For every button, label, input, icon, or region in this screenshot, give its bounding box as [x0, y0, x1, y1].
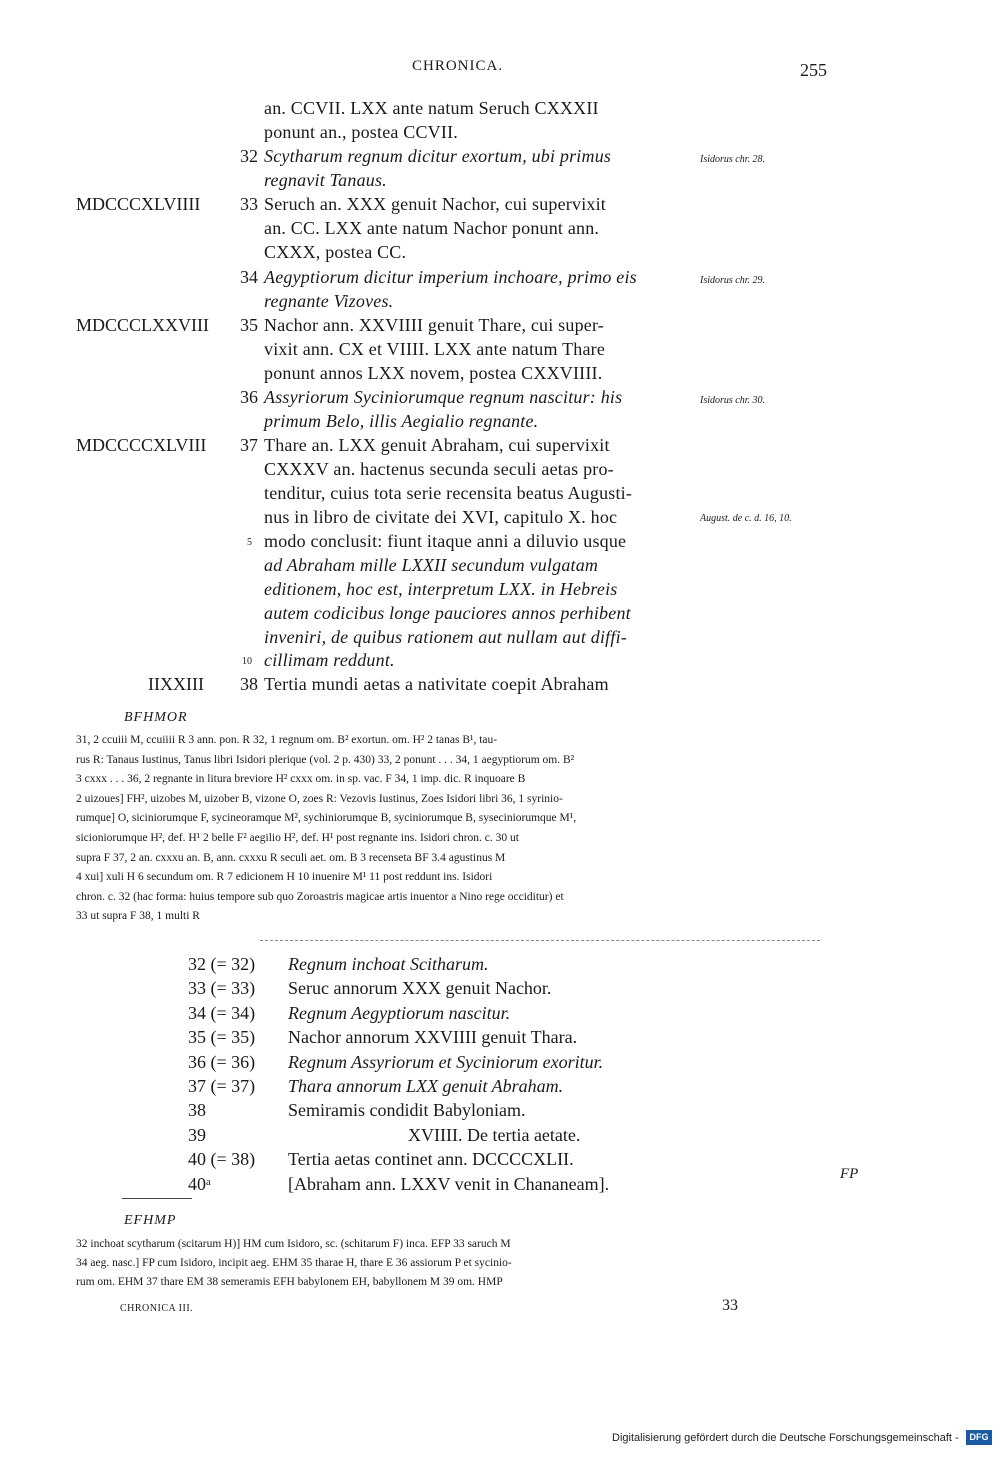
text-line: Seruch an. XXX genuit Nachor, cui supervixit — [264, 194, 606, 214]
apparatus-line: 33 ut supra F 38, 1 multi R — [76, 910, 200, 923]
list-item — [188, 1174, 609, 1195]
margin-reference: August. de c. d. 16, 10. — [700, 513, 792, 524]
list-item — [188, 954, 488, 975]
dfg-logo: DFG — [966, 1430, 992, 1445]
text-line: editionem, hoc est, interpretum LXX. in Hebreis — [264, 579, 618, 599]
text-line: an. CC. LXX ante natum Nachor ponunt ann. — [264, 218, 600, 238]
apparatus-line: 31, 2 ccuiii M, ccuiiii R 3 ann. pon. R 32, 1 regnum om. B² exortun. om. H² 2 tanas B¹, tau- — [76, 734, 498, 746]
year-marker: MDCCCXLVIIII — [76, 194, 201, 214]
apparatus-line: 3 cxxx . . . 36, 2 regnante in litura breviore H² cxxx om. in sp. vac. F 34, 1 imp. dic. R inquoare B — [76, 773, 526, 786]
apparatus-line: rumque] O, siciniorumque F, sycineoramque M², sychiniorumque B, syciniorumque B, syseciniorumque M¹, — [76, 812, 577, 825]
list-item-text: XVIIII. De tertia aetate. — [408, 1124, 581, 1145]
text-line: Scytharum regnum dicitur exortum, ubi primus — [264, 146, 612, 166]
apparatus-sigla: EFHMP — [124, 1213, 177, 1228]
line-number: 5 — [247, 537, 252, 548]
list-item-number: 32 (= 32) — [188, 954, 256, 974]
text-line: ponunt an., postea CCVII. — [264, 122, 458, 142]
apparatus-line: supra F 37, 2 an. cxxxu an. B, ann. cxxxu R seculi aet. om. B 3 recenseta BF 3.4 agustinus M — [76, 851, 506, 864]
entry-number: 33 — [240, 194, 258, 214]
text-line: tenditur, cuius tota serie recensita beatus Augusti- — [264, 483, 633, 503]
list-item-number: 38 — [188, 1100, 206, 1121]
text-line: CXXXV an. hactenus secunda seculi aetas pro- — [264, 459, 614, 479]
apparatus-line: 34 aeg. nasc.] FP cum Isidoro, incipit aeg. EHM 35 tharae H, thare E 36 assiorum P et sycinio- — [76, 1257, 512, 1269]
list-item — [188, 1125, 580, 1146]
entry-number: 36 — [240, 387, 258, 407]
list-item-text: Nachor annorum XXVIIII genuit Thara. — [288, 1027, 578, 1048]
text-line: CXXX, postea CC. — [264, 242, 407, 262]
running-head: CHRONICA. — [412, 58, 504, 74]
divider — [122, 1198, 192, 1199]
text-line: ad Abraham mille LXXII secundum vulgatam — [264, 555, 599, 575]
list-item — [188, 978, 551, 999]
entry-number: 34 — [240, 267, 258, 287]
text-line: Aegyptiorum dicitur imperium inchoare, primo eis — [264, 267, 637, 287]
list-item-text: Seruc annorum XXX genuit Nachor. — [288, 978, 552, 999]
apparatus-line: chron. c. 32 (hac forma: huius tempore sub quo Zoroastris magicae artis inuentor a Nino rege occiditur) et — [76, 890, 564, 903]
text-line: an. CCVII. LXX ante natum Seruch CXXXII — [264, 98, 599, 118]
text-line: Nachor ann. XXVIIII genuit Thare, cui super- — [264, 315, 604, 335]
margin-reference: Isidorus chr. 29. — [700, 275, 766, 286]
text-segment: modo conclusit: fiunt itaque anni a diluvio usque — [264, 531, 627, 551]
entry-number: 35 — [240, 315, 258, 335]
margin-reference: Isidorus chr. 28. — [700, 154, 766, 165]
entry-number: 32 — [240, 146, 258, 166]
list-item-text: Tertia aetas continet ann. DCCCCXLII. — [288, 1149, 574, 1170]
apparatus-line: 4 xui] xuli H 6 secundum om. R 7 edicionem H 10 inuenire M¹ 11 post reddunt ins. Isidori — [76, 871, 493, 884]
apparatus-line: 32 inchoat scytharum (scitarum H)] HM cum Isidoro, sc. (schitarum F) inca. EFP 33 saruch M — [76, 1238, 511, 1250]
divider — [260, 940, 820, 941]
list-item — [188, 1100, 525, 1121]
list-item-text: Regnum Assyriorum et Syciniorum exoritur. — [288, 1051, 604, 1072]
list-item-number: 34 (= 34) — [188, 1002, 256, 1023]
text-line: nus in libro de civitate dei XVI, capitulo X. hoc — [264, 507, 618, 527]
list-item-number: 35 (= 35) — [188, 1027, 256, 1048]
list-item-number: 39 — [188, 1124, 206, 1145]
list-item — [188, 1149, 574, 1170]
signature-number: 33 — [722, 1297, 738, 1314]
signature-mark: CHRONICA III. — [120, 1303, 194, 1314]
list-item-text: Regnum Aegyptiorum nascitur. — [288, 1002, 511, 1023]
text-line: regnante Vizoves. — [264, 291, 394, 311]
list-item-text: Thara annorum LXX genuit Abraham. — [288, 1076, 564, 1096]
list-item — [188, 1052, 603, 1073]
list-item-text: Regnum inchoat Scitharum. — [288, 954, 489, 974]
line-number: 10 — [242, 656, 252, 667]
year-marker: MDCCCCXLVIII — [76, 435, 207, 455]
list-item-number: 40 (= 38) — [188, 1149, 256, 1170]
year-marker: MDCCCLXXVIII — [76, 315, 209, 335]
list-item-number: 40ᵃ — [188, 1173, 211, 1194]
text-line: Assyriorum Syciniorumque regnum nascitur: his — [264, 387, 623, 407]
list-item — [188, 1076, 563, 1097]
margin-reference: Isidorus chr. 30. — [700, 395, 766, 406]
text-line: ponunt annos LXX novem, postea CXXVIIII. — [264, 363, 603, 383]
page-number: 255 — [800, 60, 827, 80]
text-line: Thare an. LXX genuit Abraham, cui supervixit — [264, 435, 610, 455]
text-line — [264, 531, 626, 552]
apparatus-line: rum om. EHM 37 thare EM 38 semeramis EFH babylonem EH, babyllonem M 39 om. HMP — [76, 1276, 503, 1288]
text-line: Tertia mundi aetas a nativitate coepit Abraham — [264, 674, 609, 694]
list-item-number: 33 (= 33) — [188, 978, 256, 999]
text-line: primum Belo, illis Aegialio regnante. — [264, 411, 539, 431]
list-item — [188, 1003, 510, 1024]
list-item-number: 36 (= 36) — [188, 1051, 256, 1072]
apparatus-line: 2 uizoues] FH², uizobes M, uizober B, vizone O, zoes R: Vezovis Iustinus, Zoes Isidori libri 36, 1 syrinio- — [76, 792, 563, 805]
text-line: regnavit Tanaus. — [264, 170, 387, 190]
digitization-credit: Digitalisierung gefördert durch die Deutsche Forschungsgemeinschaft - — [612, 1432, 959, 1444]
siglum-mark: FP — [840, 1166, 859, 1182]
list-item-text: [Abraham ann. LXXV venit in Chananeam]. — [288, 1173, 610, 1194]
entry-number: 37 — [240, 435, 258, 455]
list-item-text: Semiramis condidit Babyloniam. — [288, 1100, 526, 1121]
apparatus-line: rus R: Tanaus Iustinus, Tanus libri Isidori plerique (vol. 2 p. 430) 33, 2 ponunt . . . 34, 1 aegyptiorum om. B² — [76, 753, 575, 766]
text-line: inveniri, de quibus rationem aut nullam aut diffi- — [264, 627, 627, 647]
text-line: cillimam reddunt. — [264, 650, 395, 670]
apparatus-line: sicioniorumque H², def. H¹ 2 belle F² aegilio H², def. H¹ post regnante ins. Isidori chron. c. 30 ut — [76, 832, 519, 844]
apparatus-sigla: BFHMOR — [124, 710, 188, 725]
text-line: vixit ann. CX et VIIII. LXX ante natum Thare — [264, 339, 606, 359]
text-line: autem codicibus longe pauciores annos perhibent — [264, 603, 631, 623]
year-marker: IIXXIII — [148, 674, 204, 694]
list-item — [188, 1027, 577, 1048]
entry-number: 38 — [240, 674, 258, 694]
list-item-number: 37 (= 37) — [188, 1076, 256, 1096]
